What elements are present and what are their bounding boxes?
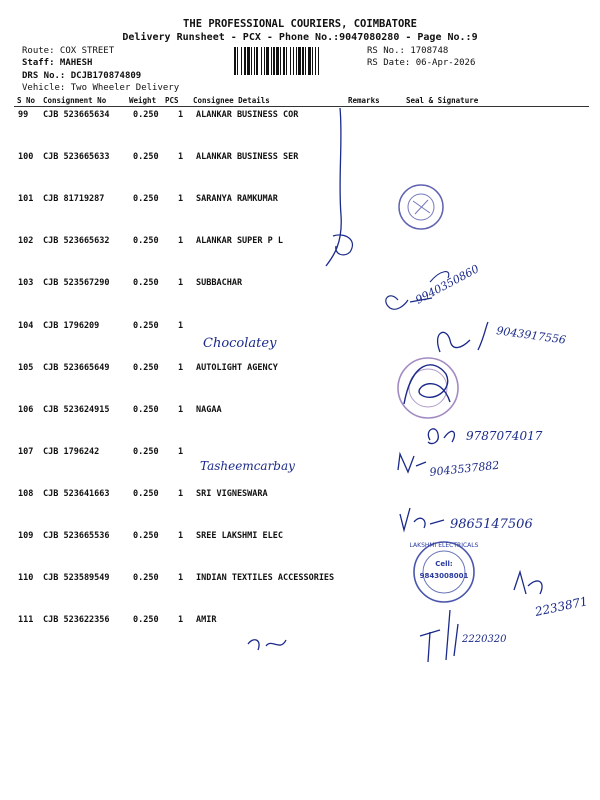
phone-110: 2233871: [533, 594, 589, 619]
staff: Staff: MAHESH: [22, 58, 93, 68]
cell-weight: 0.250: [133, 573, 159, 584]
cell-sno: 99: [18, 110, 29, 120]
cell-consignment: CJB 523665632: [43, 236, 110, 247]
cell-sno: 100: [18, 152, 34, 163]
cell-pcs: 1: [178, 404, 184, 415]
col-pcs: PCS: [165, 96, 179, 105]
cell-weight: 0.250: [133, 615, 159, 626]
cell-weight: 0.250: [133, 278, 159, 289]
cell-consignment: CJB 523641663: [43, 488, 110, 499]
runsheet-line: Delivery Runsheet - PCX - Phone No.:9047080280 - Page No.:9: [122, 32, 478, 43]
cell-sno: 109: [18, 531, 34, 541]
round-stamp-105: [398, 358, 458, 418]
phone-104: 9043917556: [495, 324, 567, 347]
cell-consignee: SARANYA RAMKUMAR: [196, 194, 278, 205]
cell-consignee: ALANKAR BUSINESS SER: [196, 152, 299, 163]
signature-110: [514, 572, 542, 594]
cell-consignee: INDIAN TEXTILES ACCESSORIES: [196, 573, 335, 584]
rs-number: RS No.: 1708748: [367, 46, 449, 56]
cell-pcs: 1: [178, 446, 184, 457]
cell-weight: 0.250: [133, 110, 159, 120]
signature-108: [400, 508, 444, 530]
cell-consignee: SRI VIGNESWARA: [196, 488, 268, 499]
cell-pcs: 1: [178, 152, 184, 163]
col-remarks: Remarks: [348, 96, 380, 105]
note-111: [248, 640, 286, 650]
cell-consignee: NAGAA: [196, 404, 222, 415]
cell-sno: 106: [18, 404, 34, 415]
cell-pcs: 1: [178, 236, 184, 247]
cell-pcs: 1: [178, 531, 184, 541]
phone-103: 9940350860: [413, 262, 482, 307]
cell-consignment: CJB 523665634: [43, 110, 110, 120]
consignee-107-handwritten: Tasheemcarbay: [200, 459, 295, 473]
cell-weight: 0.250: [133, 488, 159, 499]
stamp-name: LAKSHMI ELECTRICALS: [409, 542, 479, 549]
cell-consignee: ALANKAR BUSINESS COR: [196, 110, 299, 120]
cell-sno: 110: [18, 573, 34, 584]
phone-109: 9865147506: [450, 517, 533, 532]
signature-104: [438, 322, 488, 352]
cell-weight: 0.250: [133, 236, 159, 247]
cell-weight: 0.250: [133, 320, 159, 331]
cell-weight: 0.250: [133, 404, 159, 415]
cell-consignment: CJB 1796242: [43, 446, 100, 457]
cell-consignment: CJB 523567290: [43, 278, 110, 289]
vehicle: Vehicle: Two Wheeler Delivery: [22, 83, 180, 93]
cell-weight: 0.250: [133, 446, 159, 457]
cell-pcs: 1: [178, 320, 184, 331]
cell-pcs: 1: [178, 615, 184, 626]
lakshmi-stamp: [410, 542, 479, 602]
stamp-cell: Cell:: [435, 560, 453, 568]
cell-consignee: AUTOLIGHT AGENCY: [196, 362, 278, 373]
cell-pcs: 1: [178, 573, 184, 584]
cell-consignment: CJB 523665633: [43, 152, 110, 163]
cell-weight: 0.250: [133, 152, 159, 163]
col-consignment: Consignment No: [43, 96, 107, 105]
round-stamp-101: [399, 185, 443, 229]
cell-consignee: SUBBACHAR: [196, 278, 243, 289]
cell-sno: 105: [18, 362, 34, 373]
cell-pcs: 1: [178, 278, 184, 289]
cell-weight: 0.250: [133, 362, 159, 373]
col-weight: Weight: [129, 96, 157, 105]
phone-107: 9043537882: [428, 458, 500, 479]
cell-weight: 0.250: [133, 194, 159, 205]
cell-consignee: ALANKAR SUPER P L: [196, 236, 283, 247]
cell-sno: 101: [18, 194, 34, 205]
remarks-initial-mark: [333, 235, 352, 255]
cell-sno: 107: [18, 446, 34, 457]
cell-consignee: AMIR: [196, 615, 217, 626]
cell-sno: 108: [18, 488, 34, 499]
company-title: THE PROFESSIONAL COURIERS, COIMBATORE: [183, 18, 417, 30]
cell-weight: 0.250: [133, 531, 159, 541]
cell-pcs: 1: [178, 194, 184, 205]
consignee-104-handwritten: Chocolatey: [203, 336, 277, 351]
col-consignee: Consignee Details: [193, 96, 270, 105]
phone-106: 9787074017: [466, 429, 543, 443]
signature-106: [428, 429, 454, 444]
cell-consignment: CJB 523622356: [43, 615, 110, 626]
cell-consignment: CJB 1796209: [43, 320, 100, 331]
cell-sno: 103: [18, 278, 34, 289]
cell-consignment: CJB 81719287: [43, 194, 105, 205]
col-seal: Seal & Signature: [406, 96, 479, 105]
cell-sno: 111: [18, 615, 34, 626]
stamp-phone: 9843008001: [419, 572, 469, 580]
cell-consignment: CJB 523665536: [43, 531, 110, 541]
remarks-pen-line: [326, 108, 341, 266]
rs-date: RS Date: 06-Apr-2026: [367, 58, 476, 68]
cell-sno: 104: [18, 320, 34, 331]
cell-consignment: CJB 523665649: [43, 362, 110, 373]
col-sno: S No: [17, 96, 36, 105]
phone-111: 2220320: [462, 634, 507, 645]
route: Route: COX STREET: [22, 46, 115, 56]
cell-pcs: 1: [178, 362, 184, 373]
cell-pcs: 1: [178, 110, 184, 120]
cell-consignment: CJB 523589549: [43, 573, 110, 584]
cell-sno: 102: [18, 236, 34, 247]
cell-pcs: 1: [178, 488, 184, 499]
cell-consignment: CJB 523624915: [43, 404, 110, 415]
cell-consignee: SREE LAKSHMI ELEC: [196, 531, 283, 541]
signature-107: [398, 454, 426, 472]
signature-111: [420, 610, 458, 662]
drs-number: DRS No.: DCJB170874809: [22, 71, 142, 81]
